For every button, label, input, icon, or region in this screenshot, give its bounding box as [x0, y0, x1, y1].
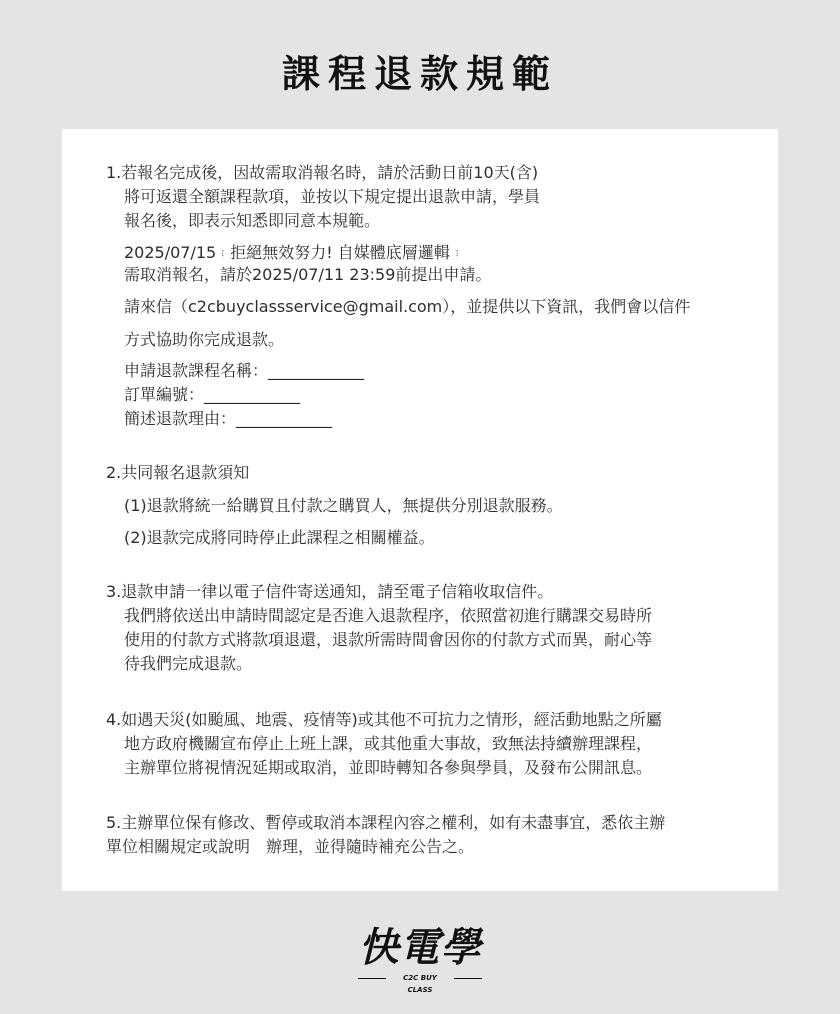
email-line-2: 方式協助你完成退款。 — [124, 330, 285, 349]
section3-line2: 我們將依送出申請時間認定是否進入退款程序，依照當初進行購課交易時所 — [124, 606, 653, 625]
logo-wordmark: 快電學 — [358, 925, 482, 971]
field-course: 申請退款課程名稱：____________ — [124, 361, 365, 380]
section2-item2: (2)退款完成將同時停止此課程之相關權益。 — [124, 528, 435, 547]
section1-line1: 1.若報名完成後，因故需取消報名時，請於活動日前10天(含) — [106, 163, 539, 182]
logo-tagline-row — [358, 972, 482, 994]
field-reason: 簡述退款理由：____________ — [124, 409, 333, 428]
section5-line2: 單位相關規定或說明 辦理，並得隨時補充公告之。 — [106, 837, 475, 856]
section4-line1: 4.如遇天災(如颱風、地震、疫情等)或其他不可抗力之情形，經活動地點之所屬 — [106, 710, 662, 729]
course-name: 拒絕無效努力! 自媒體底層邏輯 — [230, 243, 450, 262]
bracket-close: ﹞ — [451, 248, 462, 259]
course-date: 2025/07/15 — [124, 243, 217, 262]
brand-logo — [350, 922, 490, 994]
logo-rule-left — [358, 978, 386, 979]
section3-line1: 3.退款申請一律以電子信件寄送通知，請至電子信箱收取信件。 — [106, 582, 554, 601]
bracket-open: ﹝ — [218, 248, 229, 259]
deadline-line: 需取消報名，請於2025/07/11 23:59前提出申請。 — [124, 265, 492, 284]
logo-rule-right — [454, 978, 482, 979]
section3-line3: 使用的付款方式將款項退還，退款所需時間會因你的付款方式而異，耐心等 — [124, 630, 653, 649]
section4-line3: 主辦單位將視情況延期或取消，並即時轉知各參與學員，及發布公開訊息。 — [124, 758, 653, 777]
page-title: 課程退款規範 — [281, 52, 558, 96]
section2-heading: 2.共同報名退款須知 — [106, 463, 250, 482]
section1-line2: 將可返還全額課程款項，並按以下規定提出退款申請，學員 — [124, 187, 541, 206]
section1-line3: 報名後，即表示知悉即同意本規範。 — [124, 211, 381, 230]
email-line: 請來信（c2cbuyclassservice@gmail.com），並提供以下資訊，我們會以信件 — [124, 297, 691, 316]
section5-line1: 5.主辦單位保有修改、暫停或取消本課程內容之權利，如有未盡事宜，悉依主辦 — [106, 813, 666, 832]
policy-card — [62, 129, 778, 891]
section2-item1: (1)退款將統一給購買且付款之購買人，無提供分別退款服務。 — [124, 496, 563, 515]
logo-tagline: C2C BUY CLASS — [403, 974, 437, 994]
section4-line2: 地方政府機關宣布停止上班上課，或其他重大事故，致無法持續辦理課程， — [124, 734, 653, 753]
field-order: 訂單編號：____________ — [124, 385, 301, 404]
section3-line4: 待我們完成退款。 — [124, 654, 253, 673]
